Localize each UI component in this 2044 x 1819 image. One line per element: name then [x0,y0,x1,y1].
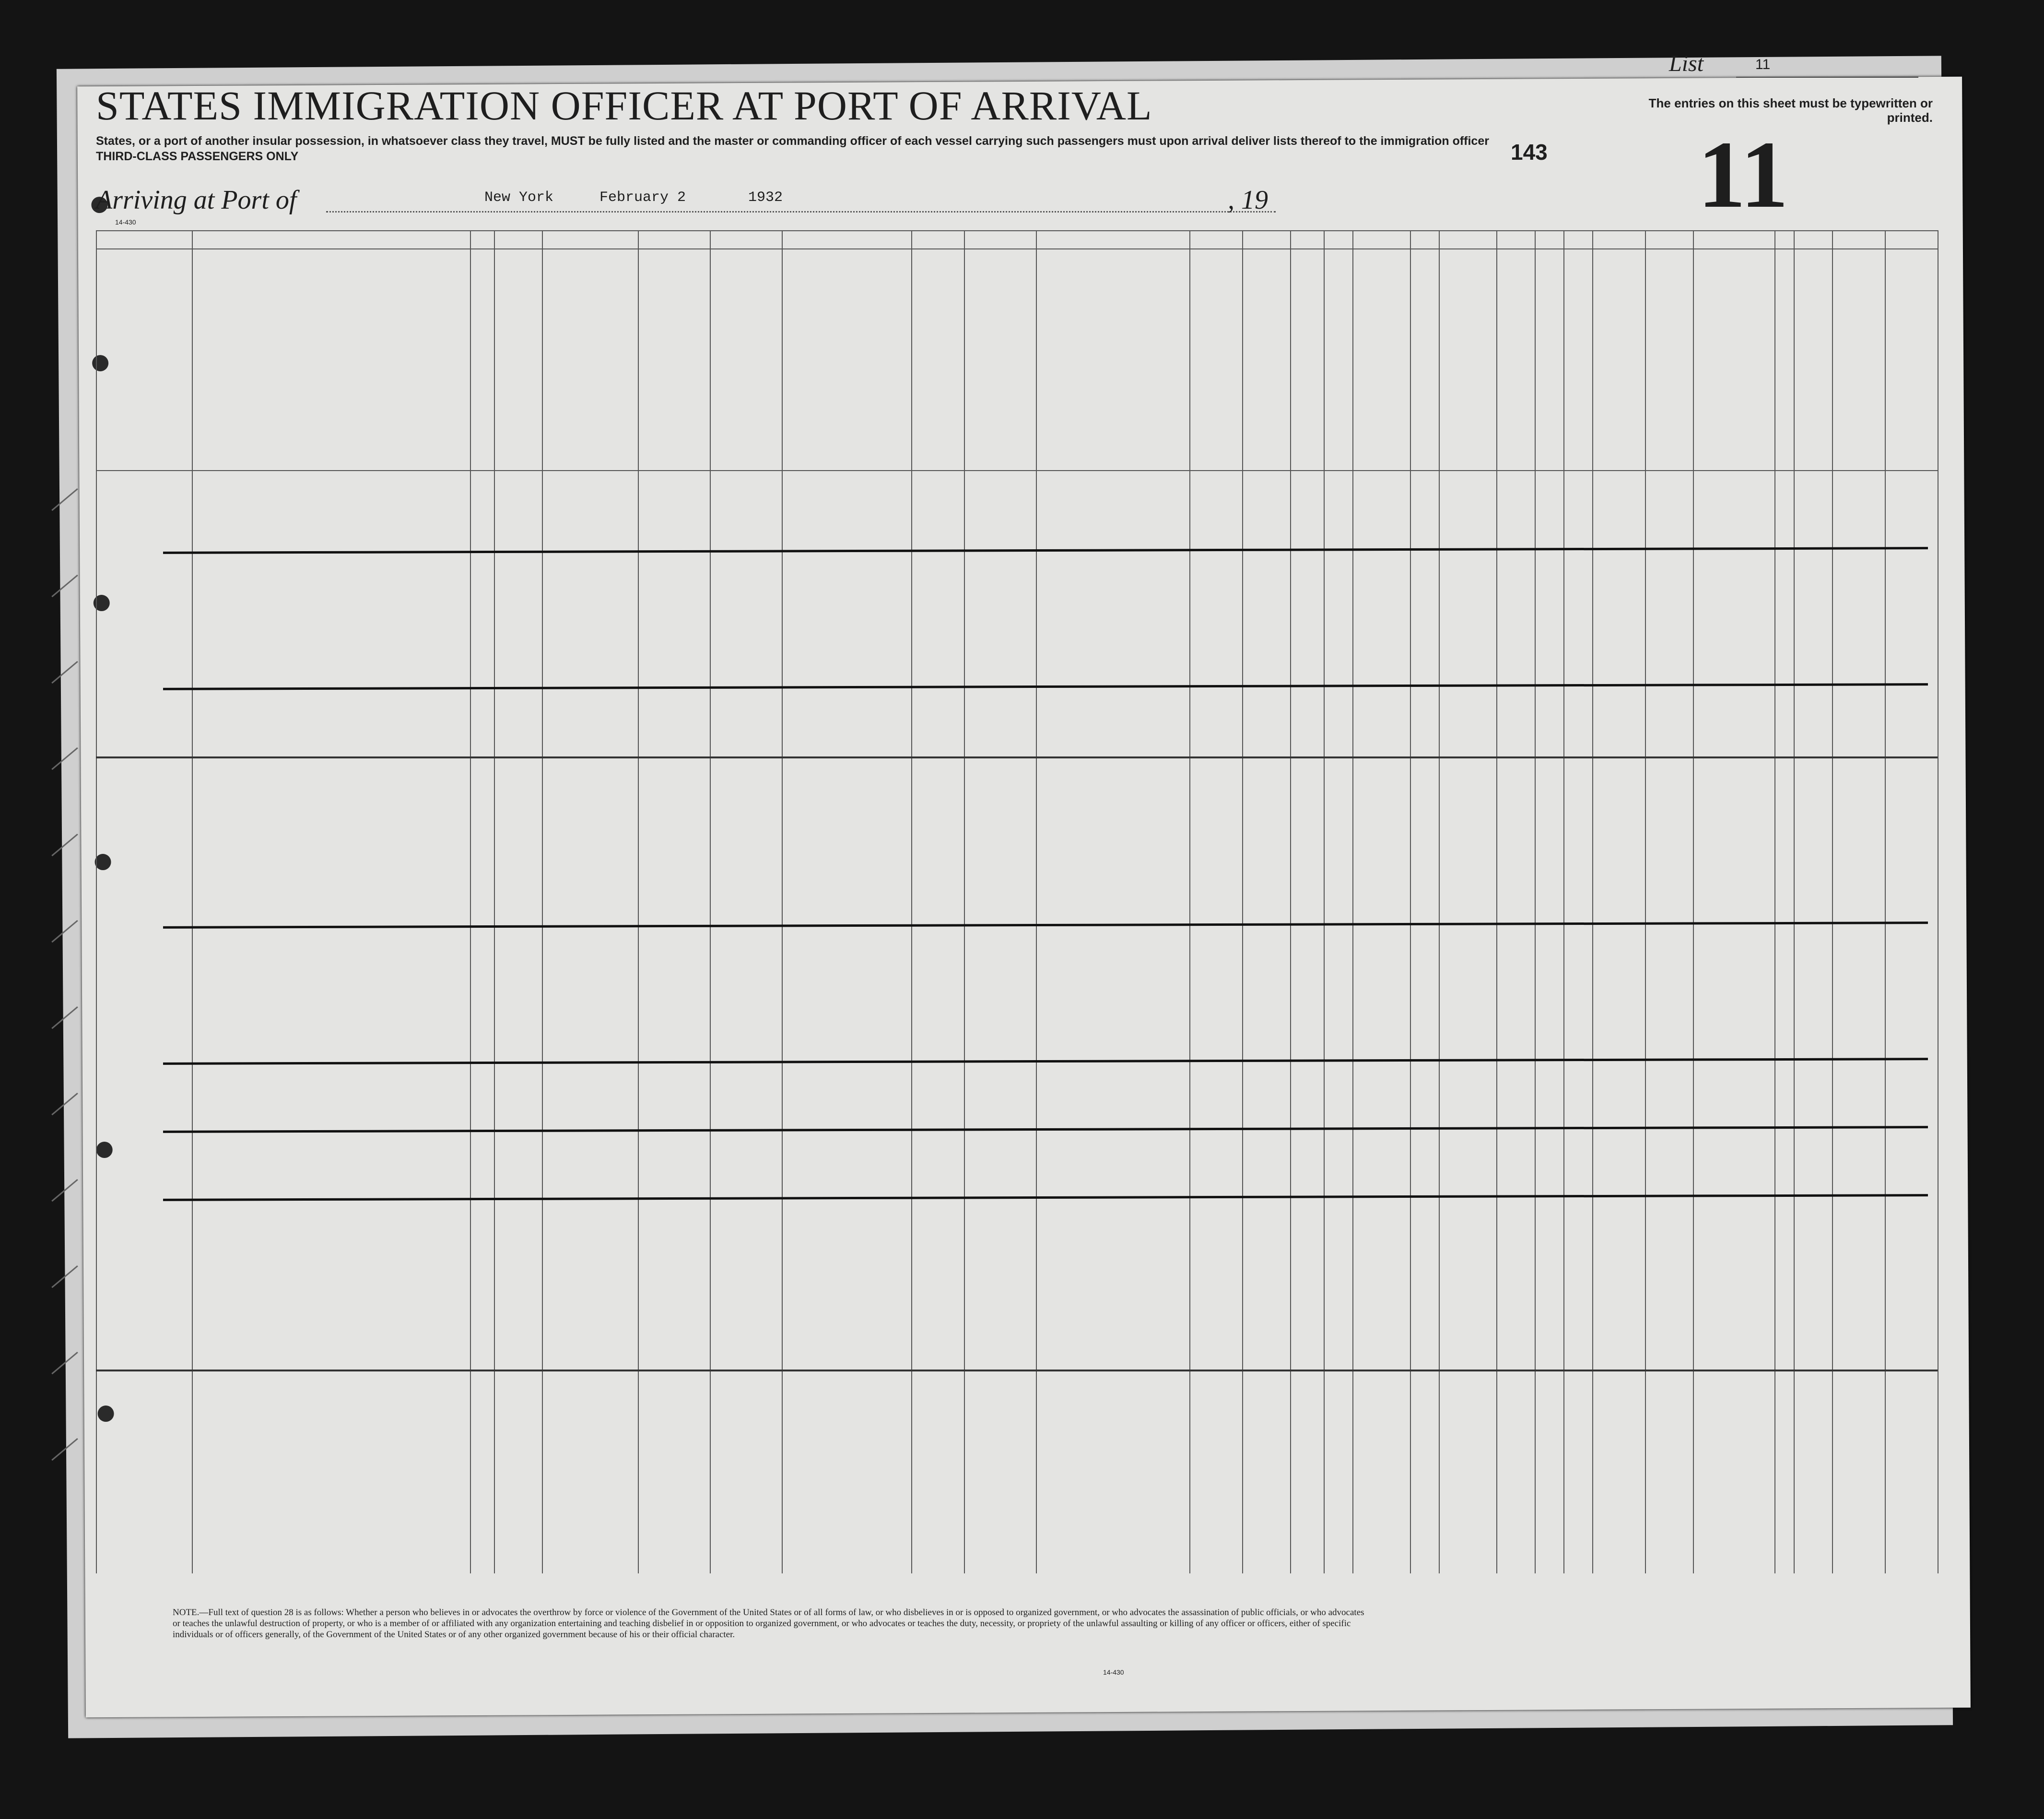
column-rule [1410,230,1411,1573]
column-rule [1439,230,1440,1573]
column-rule [96,230,97,1573]
strikethrough-line [163,1058,1928,1065]
row-separator [96,1370,1938,1371]
column-rule [1832,230,1833,1573]
row-separator [96,756,1938,758]
footnote: NOTE.—Full text of question 28 is as follows: Whether a person who believes in or advocates the overthrow by force or violence of the Government of the United States or of all forms of law, or who disbelieves in or is opposed to organized government, or who advocates the assassination of public officials, or who advocates or teaches the unlawful destruction of property, or who is a member of or affiliated with any organization entertaining and teaching disbelief in or opposition to organized government, or who advocates or teaches the duty, necessity, or propriety of the unlawful assaulting or killing of any officer or officers, either of specific individuals or of officers generally, of the Government of the United States or of any other organized government because of his or their official character. [173,1607,1364,1640]
entries-note: The entries on this sheet must be typewritten or printed. [1648,96,1933,125]
column-rule [1242,230,1243,1573]
page-title: STATES IMMIGRATION OFFICER AT PORT OF ARRIVAL [96,83,1152,129]
column-rule [1693,230,1694,1573]
column-rule [1189,230,1190,1573]
column-rule [494,230,495,1573]
date-value: February 2 [599,189,686,206]
strikethrough-line [163,921,1928,929]
column-rule [638,230,639,1573]
port-value: New York [484,189,554,206]
manifest-table [96,230,1938,1573]
column-rule [911,230,912,1573]
list-number: 11 [1755,57,1771,72]
list-label: List [1669,51,1704,76]
column-rule [964,230,965,1573]
class-line: THIRD-CLASS PASSENGERS ONLY [96,150,299,163]
strikethrough-line [163,683,1928,690]
column-rule [1563,230,1564,1573]
column-rule [542,230,543,1573]
column-rule [710,230,711,1573]
strikethrough-line [163,1126,1928,1133]
column-rule [1794,230,1795,1573]
port-underline [326,211,1276,213]
column-rule [1036,230,1037,1573]
column-rule [1352,230,1353,1573]
column-rule [782,230,783,1573]
column-rule [1774,230,1775,1573]
column-rule [1290,230,1291,1573]
stamp-number: 143 [1511,140,1548,165]
arriving-label: Arriving at Port of [96,185,297,215]
strikethrough-line [163,1194,1928,1201]
form-code: 14-430 [115,218,136,226]
header-bottom-rule [96,470,1938,471]
column-rule [1645,230,1646,1573]
year-prefix: , 19 [1228,185,1268,215]
strikethrough-line [163,547,1928,554]
column-rule [1324,230,1325,1573]
header-top-rule [96,230,1938,231]
column-rule [192,230,193,1573]
year-value: 1932 [748,189,783,206]
column-rule [470,230,471,1573]
header-number-rule [96,248,1938,249]
column-rule [1592,230,1593,1573]
instructions-line: States, or a port of another insular possession, in whatsoever class they travel, MUST be fully listed and the master or commanding officer of each vessel carrying such passengers must upon arrival deliver lists thereof to the immigration officer [96,134,1489,148]
column-rule [1885,230,1886,1573]
footer-code: 14-430 [1103,1668,1124,1676]
list-underline [1736,77,1918,78]
big-list-number: 11 [1698,122,1788,228]
column-rule [1496,230,1497,1573]
column-rule [1535,230,1536,1573]
